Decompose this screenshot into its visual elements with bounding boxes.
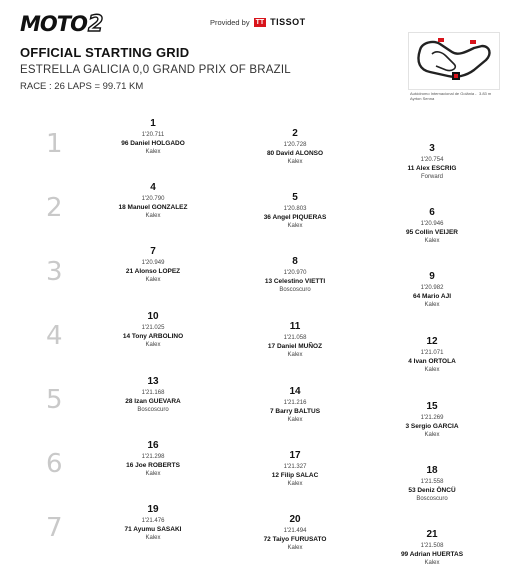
- grid-slot: [240, 450, 350, 489]
- grid-position: 20: [289, 514, 301, 525]
- lap-time: 1'20.728: [283, 142, 307, 148]
- rider-name: 36 Angel PIQUERAS: [263, 214, 327, 221]
- grid-position: 7: [150, 246, 156, 257]
- lap-time: 1'20.949: [141, 260, 165, 266]
- track-length: 3.83 m: [479, 91, 492, 96]
- grid-position: 18: [426, 465, 438, 476]
- lap-time: 1'21.298: [141, 454, 165, 460]
- team-name: Kalex: [145, 535, 161, 541]
- lap-time: 1'20.711: [141, 132, 165, 138]
- grid-slot: [240, 514, 350, 553]
- rider-name: 17 Daniel MUÑOZ: [267, 343, 323, 350]
- grid-position: 6: [429, 207, 435, 218]
- grid-position: 11: [289, 321, 301, 332]
- rider-name: 11 Alex ESCRIG: [407, 165, 457, 172]
- event-subtitle: ESTRELLA GALICIA 0,0 GRAND PRIX OF BRAZIL: [20, 64, 291, 76]
- grid-position: 1: [150, 118, 156, 129]
- grid-slot: [377, 207, 487, 246]
- lap-time: 1'21.494: [283, 528, 307, 534]
- grid-slot: [98, 504, 208, 543]
- grid-position: 9: [429, 271, 435, 282]
- grid-position: 17: [289, 450, 301, 461]
- tissot-badge: TT: [255, 18, 265, 26]
- rider-name: 72 Taiyo FURUSATO: [263, 536, 327, 543]
- logo-number: 2: [87, 12, 103, 37]
- team-name: Kalex: [145, 471, 161, 477]
- rider-name: 53 Deniz ÖNCÜ: [408, 487, 456, 494]
- lap-time: 1'21.558: [420, 479, 444, 485]
- grid-position: 4: [150, 182, 156, 193]
- team-name: Kalex: [287, 481, 303, 487]
- grid-slot: [240, 128, 350, 167]
- grid-position: 14: [289, 386, 301, 397]
- grid-position: 12: [426, 336, 438, 347]
- team-name: Kalex: [424, 432, 440, 438]
- lap-time: 1'20.803: [283, 206, 307, 212]
- lap-time: 1'21.071: [420, 350, 444, 356]
- sponsor-line: [210, 17, 306, 27]
- page-title: OFFICIAL STARTING GRID: [20, 45, 190, 60]
- grid-position: 13: [147, 376, 159, 387]
- lap-time: 1'21.508: [420, 543, 444, 549]
- team-name: Kalex: [287, 223, 303, 229]
- rider-name: 99 Adrian HUERTAS: [400, 551, 464, 558]
- rider-name: 12 Filip SALAC: [271, 472, 319, 479]
- grid-position: 10: [147, 311, 159, 322]
- grid-row-number: 3: [46, 257, 63, 287]
- lap-time: 1'20.754: [420, 157, 444, 163]
- grid-row-number: 5: [46, 385, 63, 415]
- team-name: Kalex: [424, 367, 440, 373]
- team-name: Kalex: [287, 417, 303, 423]
- team-name: Kalex: [145, 213, 161, 219]
- rider-name: 16 Joe ROBERTS: [126, 462, 180, 469]
- grid-position: 16: [147, 440, 159, 451]
- grid-slot: [377, 465, 487, 504]
- grid-slot: [377, 336, 487, 375]
- track-caption: Autódromo Internacional de Goiânia - Ayrton Senna: [410, 91, 477, 101]
- team-name: Kalex: [424, 238, 440, 244]
- logo-text: MOTO: [20, 12, 87, 36]
- grid-position: 2: [292, 128, 298, 139]
- grid-slot: [98, 182, 208, 221]
- grid-row-number: 6: [46, 449, 63, 479]
- grid-slot: [377, 401, 487, 440]
- grid-position: 15: [426, 401, 438, 412]
- rider-name: 64 Mario AJI: [412, 293, 452, 300]
- rider-name: 3 Sergio GARCIA: [405, 423, 459, 430]
- team-name: Kalex: [287, 352, 303, 358]
- grid-row-number: 1: [46, 129, 63, 159]
- team-name: Kalex: [145, 277, 161, 283]
- track-map-icon: [408, 32, 500, 90]
- lap-time: 1'20.970: [283, 270, 307, 276]
- team-name: Kalex: [424, 302, 440, 308]
- lap-time: 1'21.058: [283, 335, 307, 341]
- team-name: Boscoscuro: [279, 287, 311, 293]
- rider-name: 28 Izan GUEVARA: [125, 398, 181, 405]
- grid-position: 21: [426, 529, 438, 540]
- grid-position: 19: [147, 504, 159, 515]
- race-info: RACE : 26 LAPS = 99.71 KM: [20, 81, 144, 92]
- lap-time: 1'21.327: [283, 464, 307, 470]
- grid-position: 5: [292, 192, 298, 203]
- sponsor-name: TISSOT: [270, 17, 306, 27]
- grid-position: 3: [429, 143, 435, 154]
- grid-slot: [240, 192, 350, 231]
- grid-slot: [377, 271, 487, 310]
- grid-slot: [377, 529, 487, 568]
- grid-slot: [240, 321, 350, 360]
- team-name: Forward: [420, 174, 443, 180]
- grid-row-number: 4: [46, 321, 63, 351]
- moto2-logo: [20, 12, 102, 37]
- grid-slot: [98, 376, 208, 415]
- team-name: Kalex: [145, 342, 161, 348]
- team-name: Kalex: [287, 545, 303, 551]
- rider-name: 18 Manuel GONZALEZ: [118, 204, 188, 211]
- rider-name: 96 Daniel HOLGADO: [121, 140, 185, 147]
- team-name: Kalex: [424, 560, 440, 566]
- lap-time: 1'20.790: [141, 196, 165, 202]
- rider-name: 80 David ALONSO: [266, 150, 324, 157]
- lap-time: 1'21.168: [141, 390, 165, 396]
- team-name: Boscoscuro: [416, 496, 448, 502]
- grid-slot: [240, 256, 350, 295]
- grid-row-number: 7: [46, 513, 63, 543]
- team-name: Kalex: [287, 159, 303, 165]
- grid-position: 8: [292, 256, 298, 267]
- lap-time: 1'20.946: [420, 221, 444, 227]
- grid-slot: [98, 118, 208, 157]
- rider-name: 7 Barry BALTUS: [269, 408, 321, 415]
- grid-slot: [98, 311, 208, 350]
- grid-row-number: 2: [46, 193, 63, 223]
- grid-slot: [98, 246, 208, 285]
- rider-name: 4 Ivan ORTOLA: [408, 358, 456, 365]
- rider-name: 95 Collin VEIJER: [405, 229, 459, 236]
- provided-by-label: Provided by: [210, 17, 250, 27]
- lap-time: 1'21.476: [141, 518, 165, 524]
- rider-name: 13 Celestino VIETTI: [264, 278, 326, 285]
- rider-name: 21 Alonso LOPEZ: [125, 268, 181, 275]
- rider-name: 71 Ayumu SASAKI: [124, 526, 182, 533]
- grid-slot: [240, 386, 350, 425]
- lap-time: 1'21.025: [141, 325, 165, 331]
- lap-time: 1'21.269: [420, 415, 444, 421]
- team-name: Kalex: [145, 149, 161, 155]
- team-name: Boscoscuro: [137, 407, 169, 413]
- rider-name: 14 Tony ARBOLINO: [122, 333, 184, 340]
- lap-time: 1'20.982: [420, 285, 444, 291]
- lap-time: 1'21.216: [283, 400, 307, 406]
- grid-slot: [377, 143, 487, 182]
- grid-slot: [98, 440, 208, 479]
